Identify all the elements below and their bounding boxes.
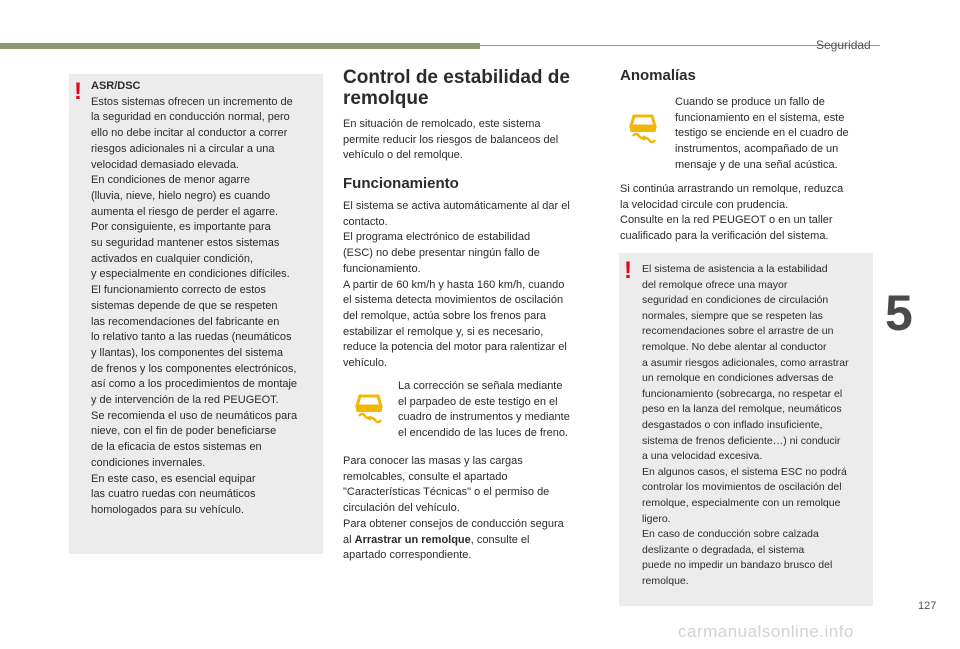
funcionamiento-line: vehículo. — [343, 357, 388, 370]
asr-dsc-line: activados en cualquier condición, — [91, 252, 254, 265]
masses-line: circulación del vehículo. — [343, 502, 460, 515]
funcionamiento-heading: Funcionamiento — [343, 175, 459, 192]
masses-line: Para conocer las masas y las cargas — [343, 455, 523, 467]
driving-advice-line-end: apartado correspondiente. — [343, 549, 472, 562]
masses-paragraph — [343, 454, 564, 564]
asr-dsc-line: Por consiguiente, es importante para — [91, 221, 271, 234]
asr-dsc-line: nieve, con el fin de poder beneficiarse — [91, 425, 277, 438]
asr-dsc-text — [91, 79, 297, 519]
asr-dsc-line: y de intervención de la red PEUGEOT. — [91, 394, 279, 407]
funcionamiento-paragraph — [343, 199, 570, 372]
trailer-stability-fault-icon — [626, 110, 660, 144]
asr-dsc-line: Se recomienda el uso de neumáticos para — [91, 409, 298, 422]
stability-warning-line: un remolque en condiciones adversas de — [642, 372, 834, 385]
masses-line: Para obtener consejos de conducción segura — [343, 517, 564, 530]
asr-dsc-title: ASR/DSC — [91, 80, 141, 92]
stability-warning-line: remolque, especialmente con un remolque — [642, 496, 841, 509]
asr-dsc-line: las cuatro ruedas con neumáticos — [91, 488, 256, 501]
stability-warning-text — [642, 262, 849, 589]
asr-dsc-line: Estos sistemas ofrecen un incremento de — [91, 95, 293, 108]
indicator-line: el encendido de las luces de freno. — [398, 427, 569, 440]
stability-warning-line: peso en la lanza del remolque, neumáticos — [642, 403, 842, 416]
fault-line: Cuando se produce un fallo de — [675, 96, 825, 108]
watermark: carmanualsonline.info — [678, 622, 854, 641]
funcionamiento-line: contacto. — [343, 215, 388, 228]
asr-dsc-line: En condiciones de menor agarre — [91, 174, 250, 187]
asr-dsc-line: lo relativo tanto a las ruedas (neumáticos — [91, 331, 292, 344]
chapter-number: 5 — [885, 285, 913, 341]
stability-warning-line: desgastados o con inflado insuficiente, — [642, 418, 823, 431]
stability-warning-line: sistema de frenos deficiente…) ni conducir — [642, 434, 841, 447]
intro-line: permite reducir los riesgos de balanceos del — [343, 133, 559, 146]
funcionamiento-line: El sistema se activa automáticamente al dar el — [343, 200, 570, 212]
fault-advice-paragraph — [620, 182, 843, 245]
asr-dsc-line: de la eficacia de estos sistemas en — [91, 441, 262, 454]
warning-icon: ! — [74, 78, 82, 105]
asr-dsc-paragraph — [91, 95, 297, 519]
fault-description — [675, 95, 849, 174]
asr-dsc-line: ello no debe incitar al conductor a correr — [91, 127, 288, 140]
page-title-line: remolque — [343, 88, 429, 109]
stability-warning-line: puede no impedir un bandazo brusco del — [642, 559, 833, 572]
stability-warning-line: funcionamiento (sobrecarga, no respetar el — [642, 387, 843, 400]
page-title-line: Control de estabilidad de — [343, 67, 570, 88]
funcionamiento-line: estabilizar el remolque y, si es necesario, — [343, 325, 544, 338]
fault-line: instrumentos, acompañado de un — [675, 143, 839, 156]
funcionamiento-line: El programa electrónico de estabilidad — [343, 231, 531, 244]
page-title — [343, 67, 570, 109]
stability-warning-line: del remolque ofrece una mayor — [642, 278, 788, 291]
indicator-line: el parpadeo de este testigo en el — [398, 395, 558, 408]
asr-dsc-line: la seguridad en conducción normal, pero — [91, 111, 290, 124]
funcionamiento-line: el sistema detecta movimientos de oscilación — [343, 294, 564, 307]
stability-warning-line: normales, siempre que se respeten las — [642, 309, 823, 322]
fault-advice-line: la velocidad circule con prudencia. — [620, 198, 789, 211]
fault-advice-line: cualificado para la verificación del sistema. — [620, 230, 829, 243]
asr-dsc-line: y especialmente en condiciones difíciles. — [91, 268, 290, 281]
stability-warning-line: recomendaciones sobre el arrastre de un — [642, 325, 834, 338]
stability-warning-line: En caso de conducción sobre calzada — [642, 528, 819, 541]
fault-line: funcionamiento en el sistema, este — [675, 111, 845, 124]
funcionamiento-line: funcionamiento. — [343, 262, 421, 275]
funcionamiento-line: del remolque, actúa sobre los frenos para — [343, 309, 547, 322]
asr-dsc-line: sistemas depende de que se respeten — [91, 299, 278, 312]
stability-warning-line: a una velocidad excesiva. — [642, 450, 763, 463]
warning-icon: ! — [624, 257, 632, 284]
asr-dsc-line: aumenta el riesgo de perder el agarre. — [91, 205, 279, 218]
asr-dsc-line: (lluvia, nieve, hielo negro) es cuando — [91, 189, 271, 202]
trailer-section-reference: Arrastrar un remolque — [354, 533, 471, 546]
fault-line: testigo se enciende en el cuadro de — [675, 127, 849, 140]
asr-dsc-line: su seguridad mantener estos sistemas — [91, 237, 280, 250]
stability-warning-line: a asumir riesgos adicionales, como arrastrar — [642, 356, 849, 369]
stability-warning-line: remolque. No debe alentar al conductor — [642, 340, 827, 353]
asr-dsc-line: homologados para su vehículo. — [91, 503, 244, 516]
indicator-line: cuadro de instrumentos y mediante — [398, 411, 570, 424]
asr-dsc-line: condiciones invernales. — [91, 456, 206, 469]
masses-lines — [343, 454, 564, 533]
funcionamiento-line: (ESC) no debe presentar ningún fallo de — [343, 247, 540, 260]
page-number: 127 — [918, 600, 937, 612]
indicator-line: La corrección se señala mediante — [398, 380, 563, 392]
fault-advice-line: Consulte en la red PEUGEOT o en un taller — [620, 214, 833, 227]
fault-advice-line: Si continúa arrastrando un remolque, reduzca — [620, 183, 844, 195]
fault-line: mensaje y de una señal acústica. — [675, 158, 838, 171]
stability-warning-line: En algunos casos, el sistema ESC no podrá — [642, 465, 847, 478]
intro-line: vehículo o del remolque. — [343, 149, 463, 162]
stability-warning-line: controlar los movimientos de oscilación del — [642, 481, 842, 494]
masses-line: "Características Técnicas" o el permiso de — [343, 486, 550, 499]
stability-warning-line: El sistema de asistencia a la estabilidad — [642, 263, 828, 275]
trailer-stability-warning-icon — [352, 390, 386, 424]
asr-dsc-line: y llantas), los componentes del sistema — [91, 346, 283, 359]
asr-dsc-line: El funcionamiento correcto de estos — [91, 284, 266, 297]
funcionamiento-line: reduce la potencia del motor para ralentizar el — [343, 341, 567, 354]
stability-warning-line: remolque. — [642, 574, 689, 587]
stability-warning-line: seguridad en condiciones de circulación — [642, 294, 829, 307]
indicator-description — [398, 379, 570, 442]
funcionamiento-line: A partir de 60 km/h y hasta 160 km/h, cuando — [343, 278, 565, 291]
intro-paragraph — [343, 117, 558, 164]
anomalias-heading: Anomalías — [620, 67, 696, 84]
stability-warning-line: deslizante o degradada, el sistema — [642, 543, 805, 556]
asr-dsc-line: velocidad demasiado elevada. — [91, 158, 239, 171]
stability-warning-line: ligero. — [642, 512, 671, 525]
asr-dsc-line: las recomendaciones del fabricante en — [91, 315, 280, 328]
asr-dsc-line: riesgos adicionales ni a circular a una — [91, 142, 275, 155]
asr-dsc-line: En este caso, es esencial equipar — [91, 472, 256, 485]
section-title: Seguridad — [816, 38, 871, 52]
asr-dsc-line: así como a los procedimientos de montaje — [91, 378, 298, 391]
asr-dsc-line: de frenos y los componentes electrónicos, — [91, 362, 297, 375]
intro-line: En situación de remolcado, este sistema — [343, 118, 541, 130]
driving-advice-line: al Arrastrar un remolque, consulte el — [343, 533, 530, 546]
masses-line: remolcables, consulte el apartado — [343, 470, 508, 483]
header-accent-bar — [0, 43, 480, 49]
